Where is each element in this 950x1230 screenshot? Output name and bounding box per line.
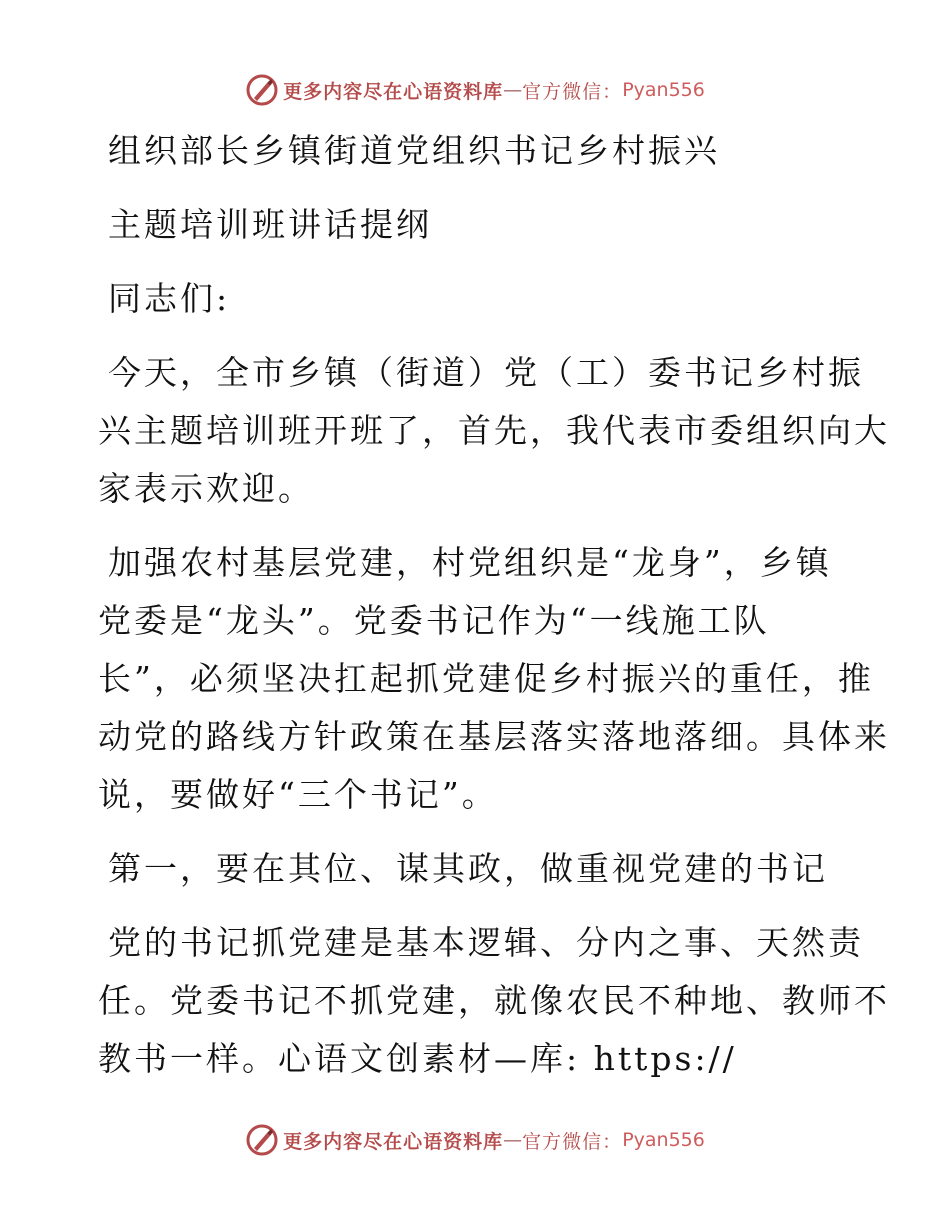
paragraph-line: 动党的路线方针政策在基层落实落地落细。具体来: [98, 717, 890, 756]
watermark-official: 官方微信：: [522, 1130, 623, 1153]
paragraph-line: 党的书记抓党建是基本逻辑、分内之事、天然责: [108, 923, 864, 962]
paragraph-1: [98, 344, 890, 518]
doc-title-line-2: 主题培训班讲话提纲: [108, 205, 432, 244]
paragraph-2: [98, 534, 890, 824]
watermark-banner-bottom: [0, 1120, 950, 1160]
paragraph-line: 任。党委书记不抓党建，就像农民不种地、教师不: [98, 981, 890, 1020]
watermark-wechat-id: Pyan556: [622, 1129, 705, 1151]
pen-logo-icon: [245, 1123, 279, 1157]
paragraph-line: 加强农村基层党建，村党组织是“龙身”，乡镇: [108, 543, 832, 582]
paragraph-line: 党委是“龙头”。党委书记作为“一线施工队: [98, 601, 770, 640]
watermark-official: 官方微信：: [522, 80, 623, 103]
paragraph-line: 说，要做好“三个书记”。: [98, 775, 498, 814]
watermark-wechat-id: Pyan556: [622, 79, 705, 101]
paragraph-line: 兴主题培训班开班了，首先，我代表市委组织向大: [98, 411, 890, 450]
document-body: [98, 122, 890, 1088]
watermark-separator: —: [503, 1129, 523, 1151]
paragraph-3: [98, 914, 890, 1088]
pen-logo-icon: [245, 73, 279, 107]
section-heading-1: 第一，要在其位、谋其政，做重视党建的书记: [108, 849, 828, 888]
paragraph-line: 教书一样。心语文创素材—库: https://: [98, 1039, 737, 1078]
watermark-brand: 更多内容尽在心语资料库: [283, 1130, 504, 1153]
watermark-brand: 更多内容尽在心语资料库: [283, 80, 504, 103]
watermark-separator: —: [503, 79, 523, 101]
greeting: 同志们:: [108, 279, 231, 318]
paragraph-line: 长”，必须坚决扛起抓党建促乡村振兴的重任，推: [98, 659, 874, 698]
watermark-banner-top: [0, 70, 950, 110]
paragraph-line: 今天，全市乡镇（街道）党（工）委书记乡村振: [108, 353, 864, 392]
paragraph-line: 家表示欢迎。: [98, 469, 314, 508]
doc-title-line-1: 组织部长乡镇街道党组织书记乡村振兴: [108, 131, 720, 170]
